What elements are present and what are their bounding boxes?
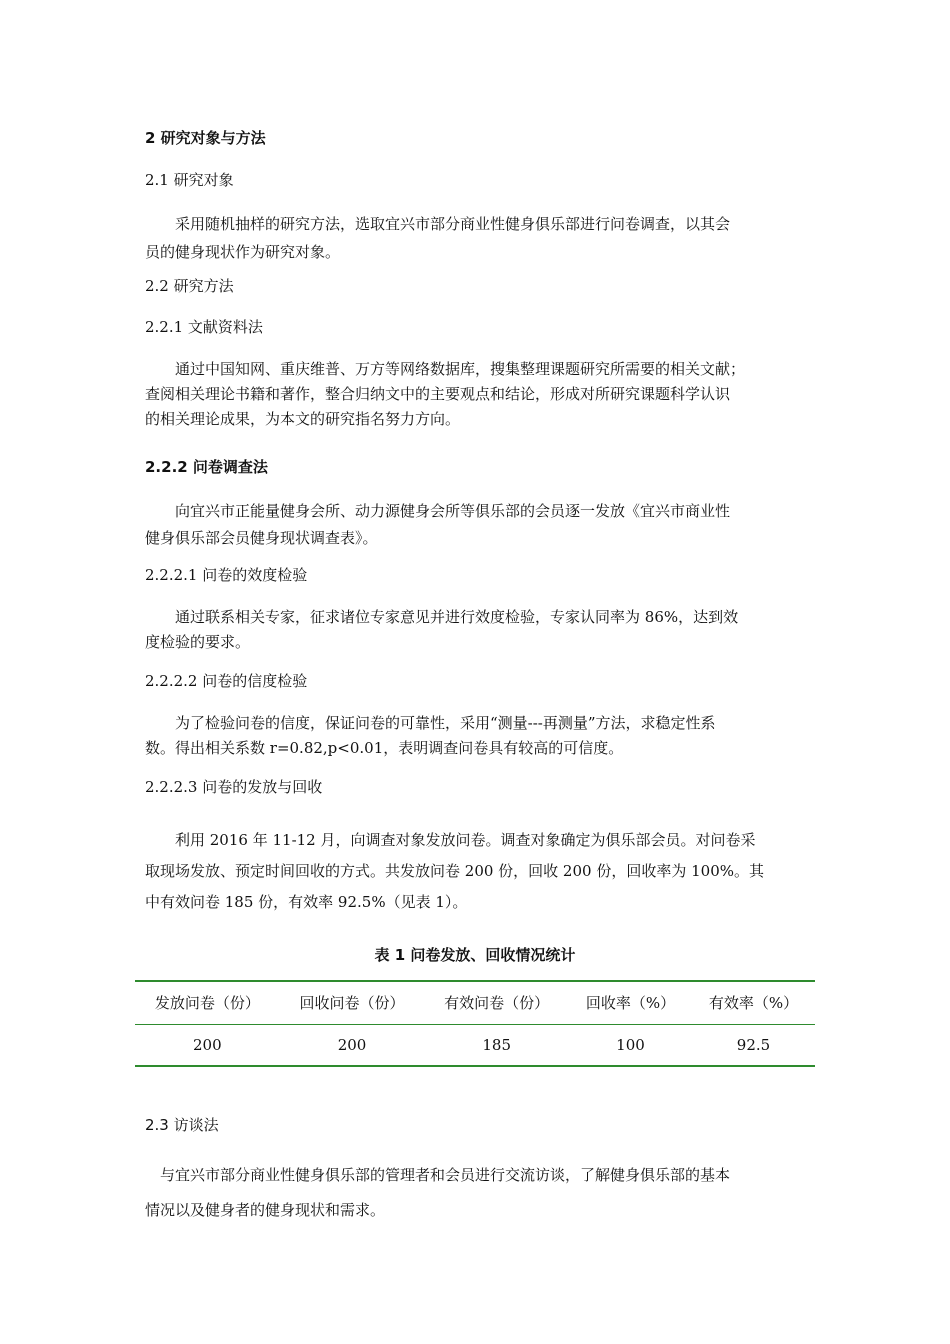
- section-heading-2-2-2-3: 2.2.2.3 问卷的发放与回收: [145, 778, 323, 796]
- paragraph-2-3: [145, 1158, 810, 1228]
- paragraph-line: 取现场发放、预定时间回收的方式。共发放问卷 200 份，回收 200 份，回收率为 100%。其: [145, 862, 764, 880]
- paragraph-line: 员的健身现状作为研究对象。: [145, 243, 341, 261]
- section-heading-2-2-2-2: 2.2.2.2 问卷的信度检验: [145, 672, 308, 690]
- table-cell: 200: [280, 1024, 425, 1066]
- paragraph-line: 度检验的要求。: [145, 633, 251, 651]
- paragraph-line: 数。得出相关系数 r=0.82,p<0.01，表明调查问卷具有较高的可信度。: [145, 739, 624, 757]
- section-heading-2-1: 2.1 研究对象: [145, 171, 234, 189]
- paragraph-line: 健身俱乐部会员健身现状调查表》。: [145, 529, 378, 547]
- table-header-cell: 回收率（%）: [569, 981, 692, 1024]
- table-cell: 200: [135, 1024, 280, 1066]
- paragraph-line: 中有效问卷 185 份，有效率 92.5%（见表 1）。: [145, 893, 468, 911]
- section-heading-2-2-2-1: 2.2.2.1 问卷的效度检验: [145, 566, 308, 584]
- section-heading-2-2: 2.2 研究方法: [145, 277, 234, 295]
- paragraph-line: 向宜兴市正能量健身会所、动力源健身会所等俱乐部的会员逐一发放《宜兴市商业性: [145, 502, 731, 520]
- questionnaire-stats-table: [135, 980, 815, 1067]
- table-header-cell: 有效率（%）: [692, 981, 815, 1024]
- table-cell: 92.5: [692, 1024, 815, 1066]
- section-heading-2: 2 研究对象与方法: [145, 129, 266, 147]
- table-header-cell: 回收问卷（份）: [280, 981, 425, 1024]
- section-heading-2-2-1: 2.2.1 文献资料法: [145, 318, 263, 336]
- paragraph-line: 情况以及健身者的健身现状和需求。: [145, 1201, 386, 1219]
- paragraph-2-1: [145, 210, 810, 266]
- paragraph-line: 的相关理论成果，为本文的研究指名努力方向。: [145, 410, 461, 428]
- table-cell: 185: [424, 1024, 569, 1066]
- section-heading-2-2-2: 2.2.2 问卷调查法: [145, 458, 268, 476]
- paragraph-line: 通过中国知网、重庆维普、万方等网络数据库，搜集整理课题研究所需要的相关文献；: [145, 360, 746, 378]
- paragraph-line: 采用随机抽样的研究方法，选取宜兴市部分商业性健身俱乐部进行问卷调查，以其会: [145, 215, 731, 233]
- paragraph-line: 与宜兴市部分商业性健身俱乐部的管理者和会员进行交流访谈，了解健身俱乐部的基本: [145, 1166, 731, 1184]
- paragraph-2-2-2: [145, 498, 810, 552]
- paragraph-2-2-2-2: [145, 711, 810, 761]
- table-header-cell: 有效问卷（份）: [424, 981, 569, 1024]
- paragraph-line: 利用 2016 年 11-12 月，向调查对象发放问卷。调查对象确定为俱乐部会员。对问卷采: [145, 831, 756, 849]
- paragraph-2-2-2-3: [145, 825, 810, 918]
- paragraph-2-2-2-1: [145, 605, 810, 655]
- table-cell: 100: [569, 1024, 692, 1066]
- section-heading-2-3: 2.3 访谈法: [145, 1116, 219, 1134]
- table-caption: 表 1 问卷发放、回收情况统计: [374, 946, 576, 964]
- table-header-row: [135, 981, 815, 1024]
- paragraph-line: 通过联系相关专家，征求诸位专家意见并进行效度检验，专家认同率为 86%，达到效: [145, 608, 739, 626]
- paragraph-2-2-1: [145, 357, 810, 432]
- paragraph-line: 查阅相关理论书籍和著作，整合归纳文中的主要观点和结论，形成对所研究课题科学认识: [145, 385, 731, 403]
- table-header-cell: 发放问卷（份）: [135, 981, 280, 1024]
- table-row: [135, 1024, 815, 1066]
- paragraph-line: 为了检验问卷的信度，保证问卷的可靠性，采用“测量---再测量”方法，求稳定性系: [145, 714, 716, 732]
